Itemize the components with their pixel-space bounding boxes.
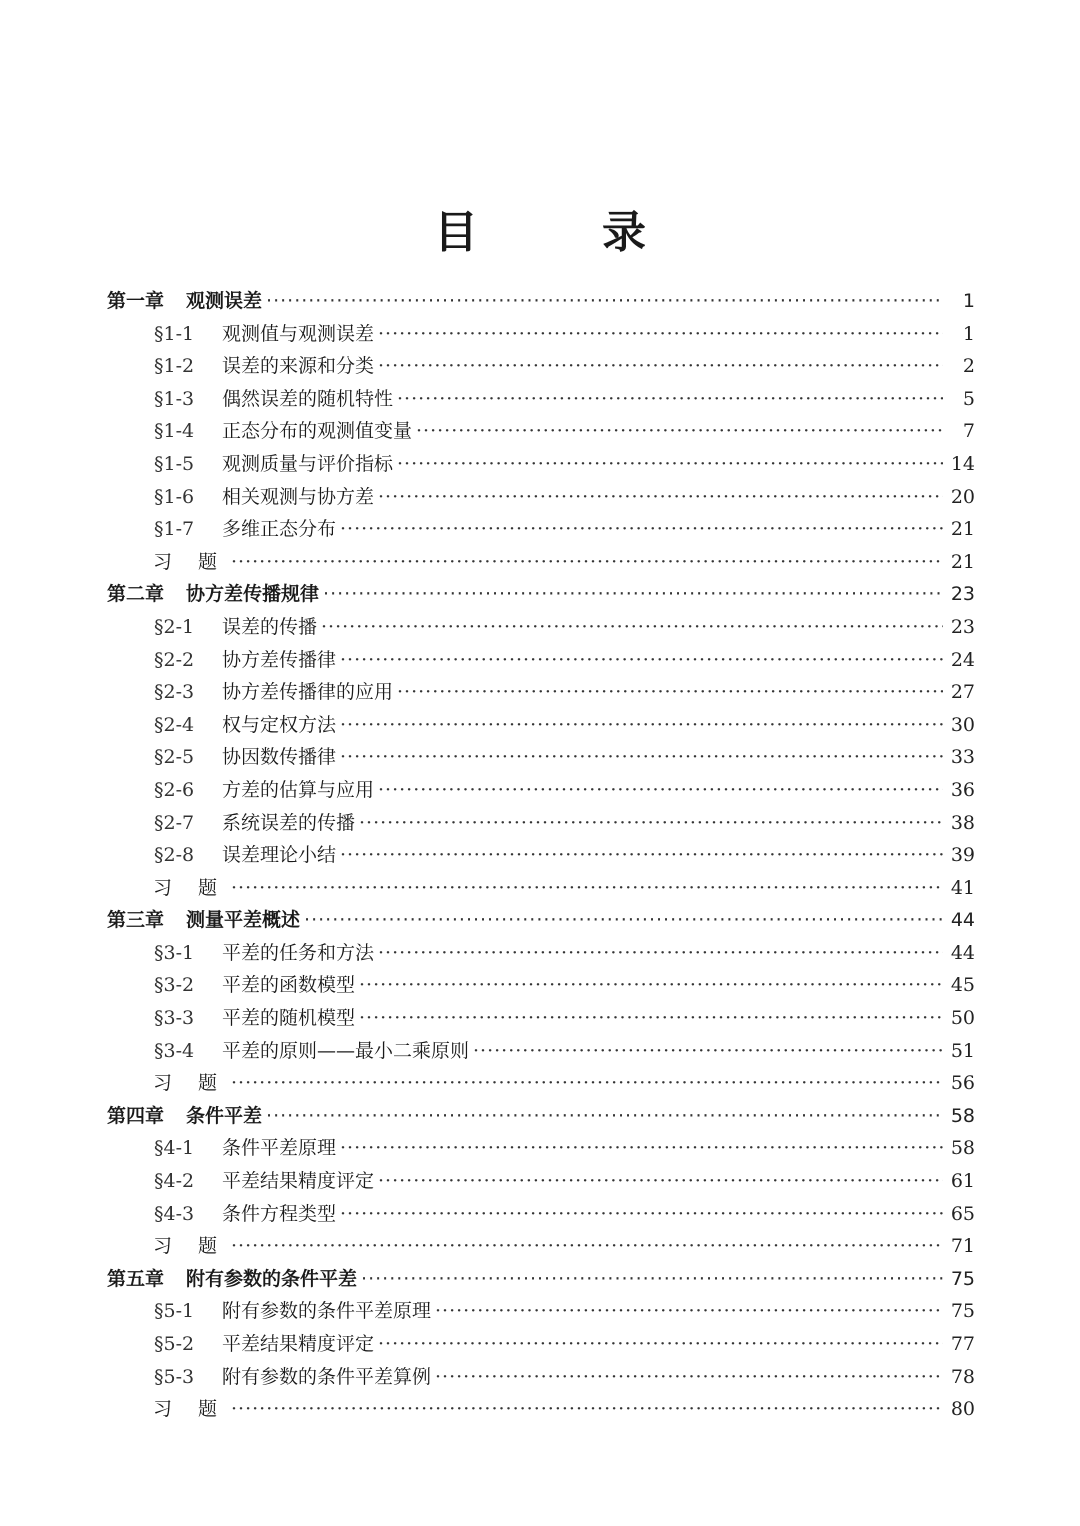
dot-leader (416, 420, 943, 442)
toc-page-number: 7 (962, 420, 975, 443)
toc-page-number: 1 (962, 290, 975, 312)
toc-section-row[interactable] (107, 1199, 975, 1232)
dot-leader (378, 1333, 943, 1355)
toc-entry-label: §2-4 (154, 713, 195, 736)
toc-entry-label: §4-3 (154, 1202, 195, 1225)
dot-leader (378, 1170, 943, 1192)
toc-page-number: 39 (950, 844, 975, 867)
toc-entry-label: §5-1 (154, 1300, 195, 1323)
toc-entry-label: §1-7 (154, 518, 195, 541)
toc-page-number: 33 (950, 746, 975, 769)
toc-entry-label: 习题 (153, 550, 244, 573)
toc-entry-title: 方差的估算与应用 (222, 778, 375, 801)
dot-leader (340, 649, 943, 671)
toc-entry-title: 测量平差概述 (186, 909, 301, 932)
dot-leader (231, 1235, 943, 1257)
toc-page-number: 21 (950, 518, 975, 541)
dot-leader (323, 583, 943, 605)
toc-section-row[interactable] (107, 384, 975, 417)
toc-entry-label: §2-6 (154, 778, 195, 801)
toc-chapter-row[interactable] (107, 1264, 975, 1297)
toc-page-number: 27 (950, 681, 975, 704)
toc-entry-label: §2-2 (154, 648, 195, 671)
toc-entry-title: 正态分布的观测值变量 (222, 420, 413, 443)
toc-entry-label: §3-4 (154, 1039, 195, 1062)
toc-entry-title: 附有参数的条件平差原理 (222, 1300, 432, 1323)
toc-page-number: 14 (950, 452, 975, 475)
toc-chapter-row[interactable] (107, 286, 975, 319)
toc-entry-label: §5-3 (154, 1365, 195, 1388)
toc-entry-label: 第一章 (107, 290, 165, 312)
toc-exercise-row[interactable] (107, 1394, 975, 1427)
toc-entry-label: 第五章 (107, 1267, 165, 1290)
toc-section-row[interactable] (107, 449, 975, 482)
dot-leader (340, 1137, 943, 1159)
toc-entry-title: 偶然误差的随机特性 (222, 387, 394, 410)
toc-entry-label: §1-4 (154, 420, 195, 443)
toc-entry-label: §2-5 (154, 746, 195, 769)
toc-entry-title: 观测值与观测误差 (222, 322, 375, 345)
toc-entry-label: §2-7 (154, 811, 195, 834)
toc-entry-title: 条件平差原理 (222, 1137, 337, 1160)
toc-entry-title: 协方差传播律的应用 (222, 681, 394, 704)
toc-entry-label: §1-6 (154, 485, 195, 508)
toc-page-number: 78 (950, 1365, 975, 1388)
toc-entry-label: 习题 (153, 1398, 244, 1421)
toc-entry-label: §3-1 (154, 941, 195, 964)
toc-page-number: 80 (950, 1398, 975, 1421)
toc-section-row[interactable] (107, 742, 975, 775)
dot-leader (378, 942, 943, 964)
toc-entry-label: 习题 (153, 1235, 244, 1258)
toc-page-number: 2 (962, 355, 975, 378)
toc-page-number: 45 (950, 974, 975, 997)
dot-leader (435, 1366, 943, 1388)
dot-leader (359, 974, 943, 996)
dot-leader (231, 1072, 943, 1094)
toc-page-number: 21 (950, 550, 975, 573)
toc-chapter-row[interactable] (107, 1101, 975, 1134)
toc-page-number: 36 (950, 778, 975, 801)
toc-entry-label: §2-8 (154, 844, 195, 867)
toc-entry-title: 平差结果精度评定 (222, 1333, 375, 1355)
toc-page-number: 58 (950, 1104, 975, 1127)
toc-entry-label: §2-3 (154, 681, 195, 704)
toc-entry-label: 习题 (153, 876, 244, 899)
toc-entry-title: 多维正态分布 (222, 518, 337, 541)
page-title: 目 录 (434, 207, 686, 258)
toc-entry-title: 平差的函数模型 (222, 974, 356, 997)
toc-page-number: 51 (950, 1039, 975, 1062)
toc-section-row[interactable] (107, 1362, 975, 1395)
dot-leader (304, 909, 943, 931)
toc-entry-label: §5-2 (154, 1333, 195, 1355)
toc-section-row[interactable] (107, 1133, 975, 1166)
toc-entry-label: §3-3 (154, 1007, 195, 1030)
toc-entry-label: §2-1 (154, 615, 195, 638)
toc-entry-title: 平差的随机模型 (222, 1007, 356, 1030)
toc-page-number: 44 (950, 941, 975, 964)
dot-leader (378, 355, 943, 377)
toc-section-row[interactable] (107, 1166, 975, 1199)
toc-entry-title: 平差的任务和方法 (222, 941, 375, 964)
dot-leader (361, 1268, 943, 1290)
toc-entry-title: 系统误差的传播 (222, 811, 356, 834)
toc-page-number: 41 (950, 876, 975, 899)
toc-page-number: 5 (962, 387, 975, 410)
dot-leader (359, 1007, 943, 1029)
toc-page-number: 50 (950, 1007, 975, 1030)
toc-section-row[interactable] (107, 1003, 975, 1036)
toc-entry-title: 协方差传播规律 (186, 583, 320, 606)
toc-exercise-row[interactable] (107, 873, 975, 906)
dot-leader (378, 486, 943, 508)
toc-section-row[interactable] (107, 1296, 975, 1329)
toc-section-row[interactable] (107, 775, 975, 808)
toc-section-row[interactable] (107, 514, 975, 547)
toc-entry-title: 平差的原则——最小二乘原则 (222, 1039, 470, 1062)
dot-leader (231, 1398, 943, 1420)
toc-entry-label: 第四章 (107, 1104, 165, 1127)
toc-entry-label: §1-5 (154, 452, 195, 475)
dot-leader (473, 1040, 943, 1062)
dot-leader (378, 779, 943, 801)
table-of-contents (107, 286, 975, 1427)
dot-leader (231, 877, 943, 899)
toc-page-number: 71 (950, 1235, 975, 1258)
dot-leader (340, 714, 943, 736)
toc-page-number: 38 (950, 811, 975, 834)
dot-leader (340, 844, 943, 866)
toc-page-number: 20 (950, 485, 975, 508)
toc-section-row[interactable] (107, 677, 975, 710)
toc-page-number: 30 (950, 713, 975, 736)
toc-entry-title: 附有参数的条件平差算例 (222, 1365, 432, 1388)
dot-leader (340, 746, 943, 768)
toc-entry-label: §1-2 (154, 355, 195, 378)
toc-exercise-row[interactable] (107, 1231, 975, 1264)
toc-section-row[interactable] (107, 612, 975, 645)
toc-entry-title: 观测误差 (186, 290, 263, 312)
toc-page-number: 75 (950, 1300, 975, 1323)
toc-section-row[interactable] (107, 319, 975, 352)
toc-page-number: 56 (950, 1072, 975, 1095)
toc-entry-title: 协因数传播律 (222, 746, 337, 769)
toc-entry-title: 条件方程类型 (222, 1202, 337, 1225)
toc-chapter-row[interactable] (107, 905, 975, 938)
toc-entry-label: 第三章 (107, 909, 165, 932)
toc-entry-label: 第二章 (107, 583, 165, 606)
toc-page-number: 58 (950, 1137, 975, 1160)
dot-leader (378, 323, 943, 345)
toc-page-number: 77 (950, 1333, 975, 1355)
dot-leader (435, 1300, 943, 1322)
toc-section-row[interactable] (107, 1329, 975, 1362)
toc-section-row[interactable] (107, 808, 975, 841)
toc-section-row[interactable] (107, 645, 975, 678)
dot-leader (340, 518, 943, 540)
toc-entry-title: 观测质量与评价指标 (222, 452, 394, 475)
dot-leader (231, 551, 943, 573)
toc-page-number: 1 (962, 322, 975, 345)
toc-page-number: 65 (950, 1202, 975, 1225)
toc-section-row[interactable] (107, 351, 975, 384)
toc-entry-label: §3-2 (154, 974, 195, 997)
dot-leader (266, 290, 943, 312)
toc-entry-title: 误差理论小结 (222, 844, 337, 867)
toc-section-row[interactable] (107, 1036, 975, 1069)
toc-entry-title: 误差的传播 (222, 615, 318, 638)
toc-entry-title: 协方差传播律 (222, 648, 337, 671)
toc-entry-title: 相关观测与协方差 (222, 485, 375, 508)
toc-entry-title: 条件平差 (186, 1104, 263, 1127)
toc-page-number: 61 (950, 1170, 975, 1193)
toc-entry-label: §1-1 (154, 322, 195, 345)
toc-entry-title: 权与定权方法 (222, 713, 337, 736)
toc-page-number: 75 (950, 1267, 975, 1290)
dot-leader (397, 681, 943, 703)
toc-page-number: 23 (950, 615, 975, 638)
toc-entry-title: 误差的来源和分类 (222, 355, 375, 378)
toc-page-number: 23 (950, 583, 975, 606)
dot-leader (321, 616, 943, 638)
toc-page-number: 44 (950, 909, 975, 932)
toc-entry-label: §1-3 (154, 387, 195, 410)
toc-entry-label: 习题 (153, 1072, 244, 1095)
toc-section-row[interactable] (107, 482, 975, 515)
toc-entry-label: §4-1 (154, 1137, 195, 1160)
dot-leader (397, 388, 943, 410)
toc-exercise-row[interactable] (107, 1068, 975, 1101)
dot-leader (397, 453, 943, 475)
dot-leader (359, 812, 943, 834)
toc-exercise-row[interactable] (107, 547, 975, 580)
toc-entry-title: 平差结果精度评定 (222, 1170, 375, 1193)
toc-section-row[interactable] (107, 970, 975, 1003)
toc-section-row[interactable] (107, 840, 975, 873)
toc-entry-label: §4-2 (154, 1170, 195, 1193)
toc-entry-title: 附有参数的条件平差 (186, 1267, 358, 1290)
toc-section-row[interactable] (107, 710, 975, 743)
toc-page-number: 24 (950, 648, 975, 671)
dot-leader (340, 1203, 943, 1225)
dot-leader (266, 1105, 943, 1127)
toc-chapter-row[interactable] (107, 579, 975, 612)
toc-section-row[interactable] (107, 416, 975, 449)
toc-section-row[interactable] (107, 938, 975, 971)
